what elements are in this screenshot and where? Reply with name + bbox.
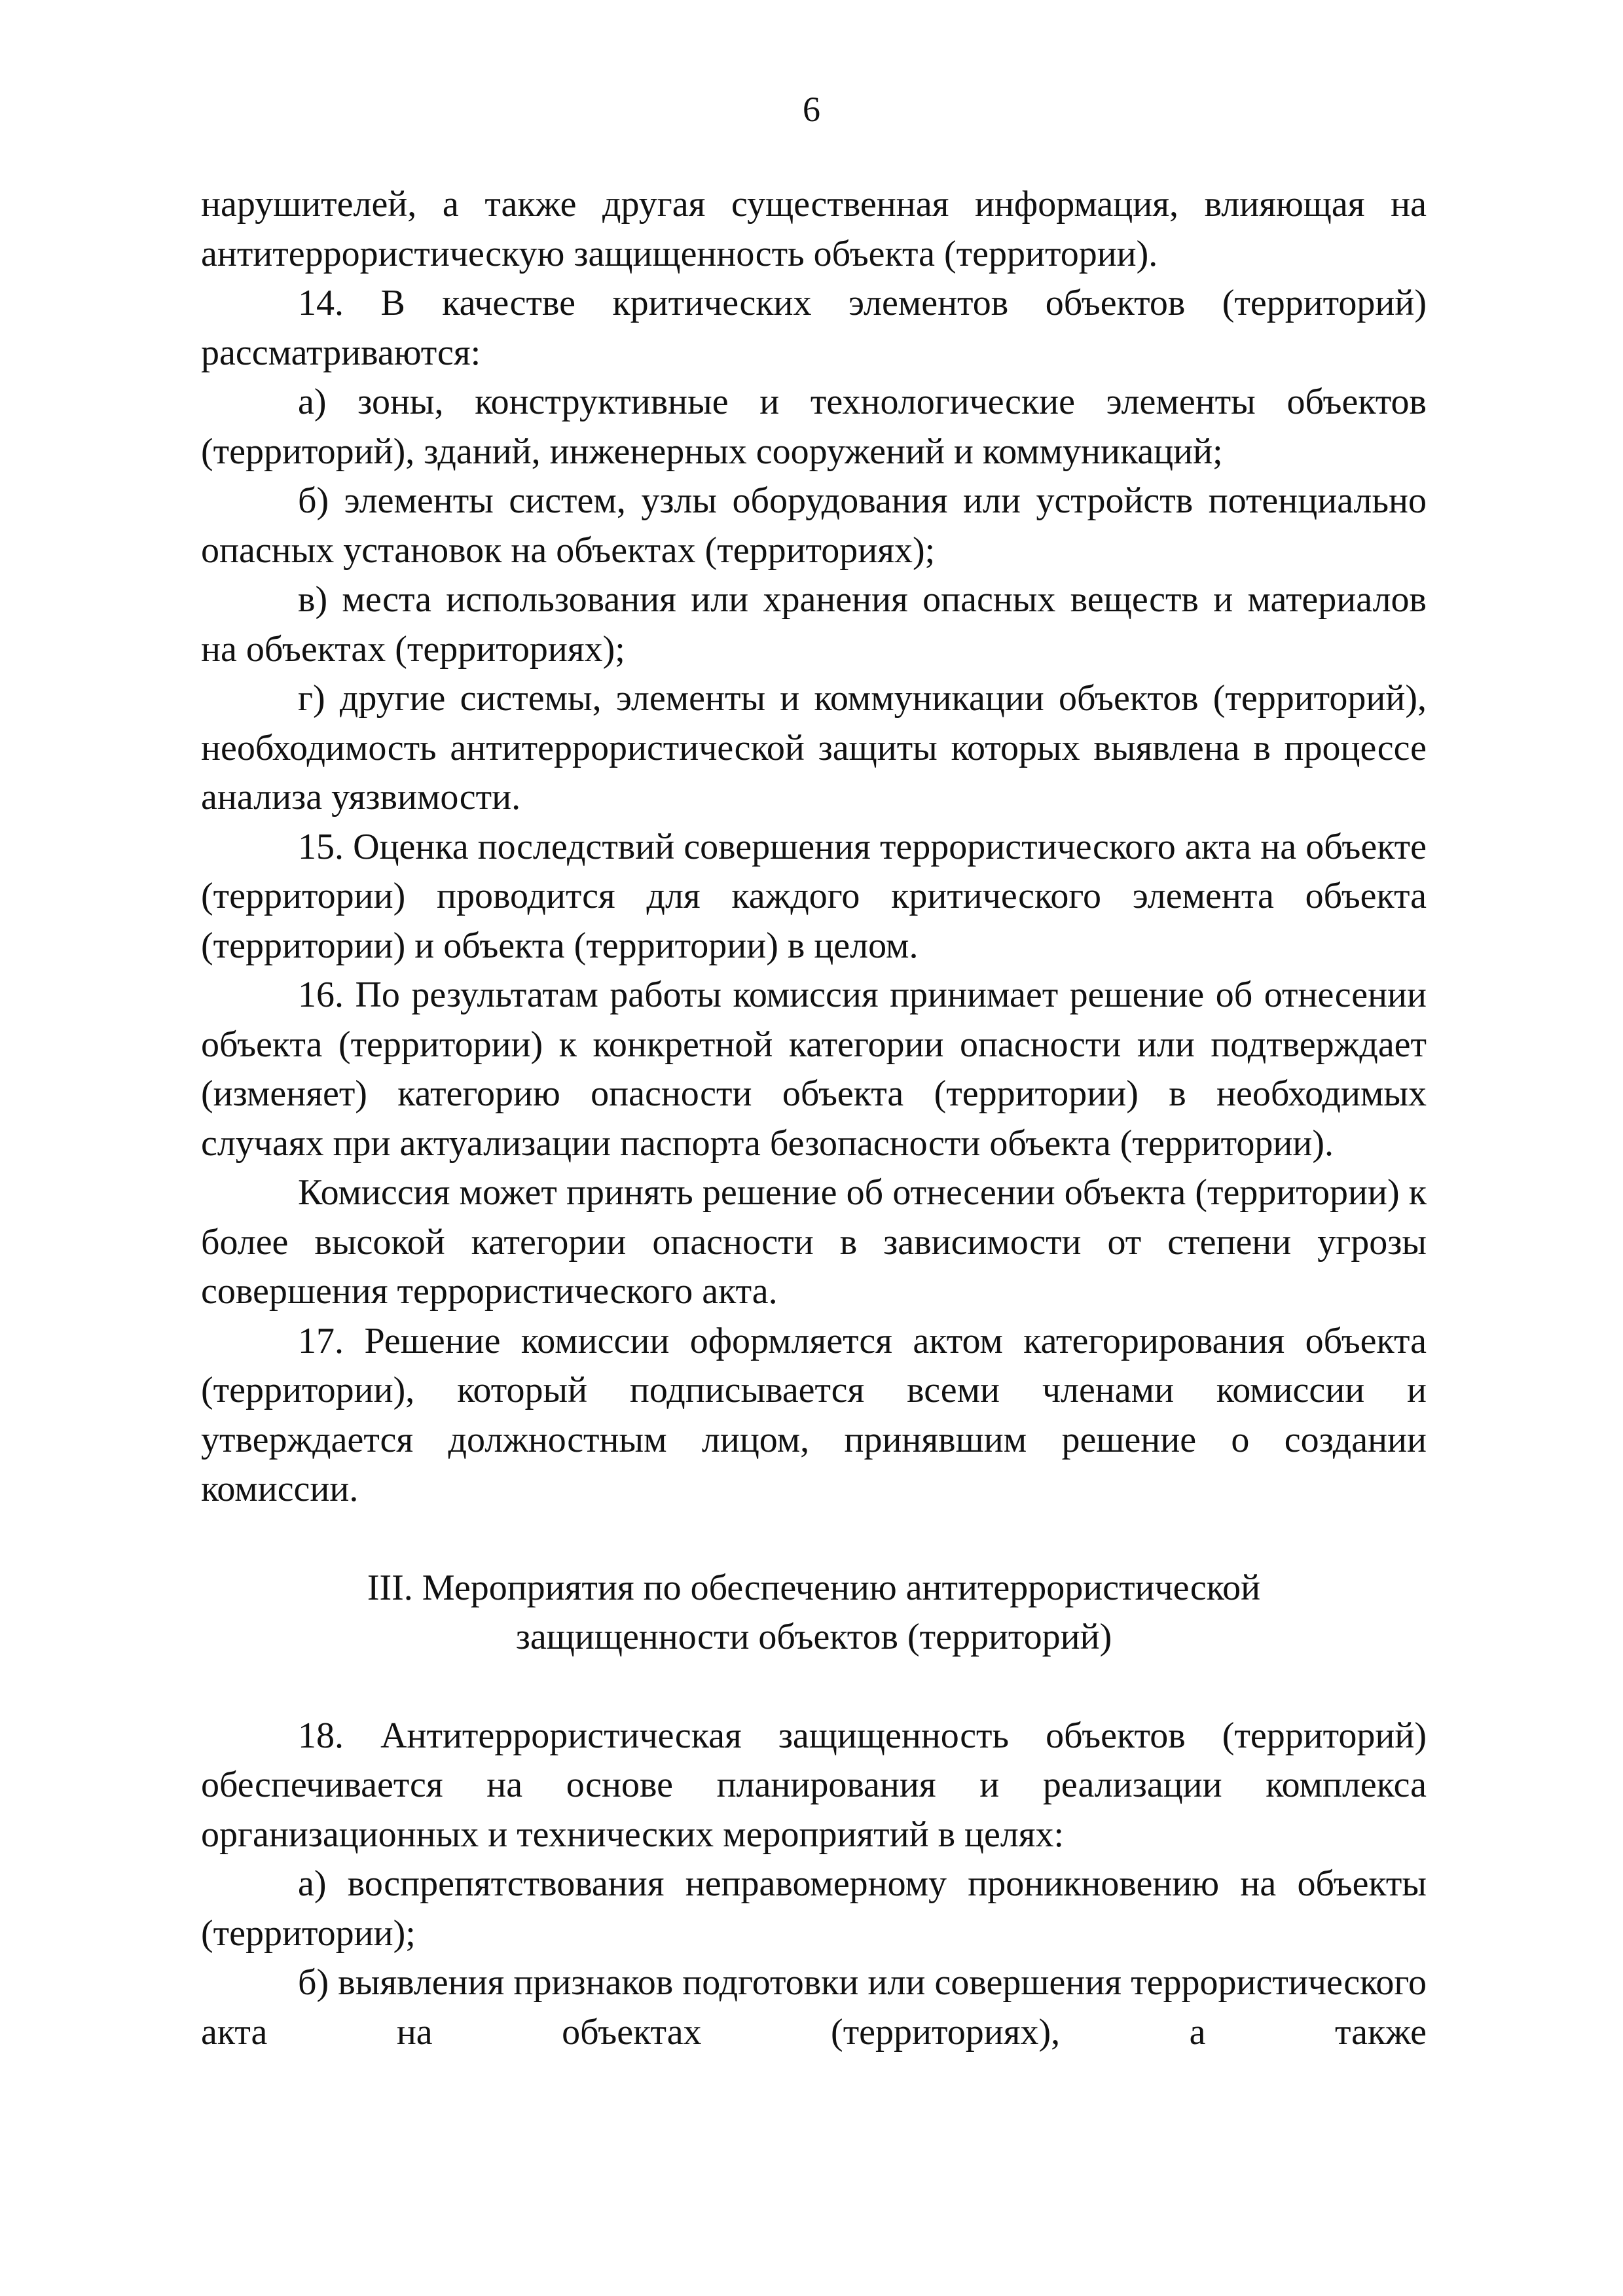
paragraph-commission: Комиссия может принять решение об отнесении объекта (территории) к более высокой категории опасности в зависимости от степени угрозы совершения террористического акта.: [201, 1172, 1427, 1312]
paragraph-item-14: 14. В качестве критических элементов объектов (территорий) рассматриваются:: [201, 283, 1427, 373]
paragraph-item-18a: а) воспрепятствования неправомерному проникновению на объекты (территории);: [201, 1863, 1427, 1954]
paragraph-item-14a: а) зоны, конструктивные и технологические элементы объектов (территорий), зданий, инженерных сооружений и коммуникаций;: [201, 382, 1427, 472]
paragraph-item-18b: б) выявления признаков подготовки или совершения террористического акта на объектах (территориях), а также: [201, 1962, 1427, 2053]
paragraph-continuation: нарушителей, а также другая существенная информация, влияющая на антитеррористическую защищенность объекта (территории).: [201, 184, 1427, 274]
paragraph-item-18: 18. Антитеррористическая защищенность объектов (территорий) обеспечивается на основе планирования и реализации комплекса организационных и технических мероприятий в целях:: [201, 1715, 1427, 1855]
paragraph-item-17: 17. Решение комиссии оформляется актом категорирования объекта (территории), который подписывается всеми членами комиссии и утверждается должностным лицом, принявшим решение о создании комиссии.: [201, 1320, 1427, 1509]
page-number: 6: [803, 90, 820, 129]
paragraph-item-16: 16. По результатам работы комиссия принимает решение об отнесении объекта (территории) к конкретной категории опасности или подтверждает (изменяет) категорию опасности объекта (территории) в необходимых случаях при актуализации паспорта безопасности объекта (территории).: [201, 975, 1427, 1164]
paragraph-item-15: 15. Оценка последствий совершения террористического акта на объекте (территории) проводится для каждого критического элемента объекта (территории) и объекта (территории) в целом.: [201, 826, 1427, 966]
paragraph-item-14v: в) места использования или хранения опасных веществ и материалов на объектах (территориях);: [201, 579, 1427, 670]
paragraph-item-14g: г) другие системы, элементы и коммуникации объектов (территорий), необходимость антитеррористической защиты которых выявлена в процессе анализа уязвимости.: [201, 678, 1427, 817]
section-heading: III. Мероприятия по обеспечению антитеррористической защищенности объектов (территорий): [367, 1567, 1261, 1657]
document-body: [201, 180, 1427, 2057]
paragraph-item-14b: б) элементы систем, узлы оборудования или устройств потенциально опасных установок на объектах (территориях);: [201, 480, 1427, 571]
